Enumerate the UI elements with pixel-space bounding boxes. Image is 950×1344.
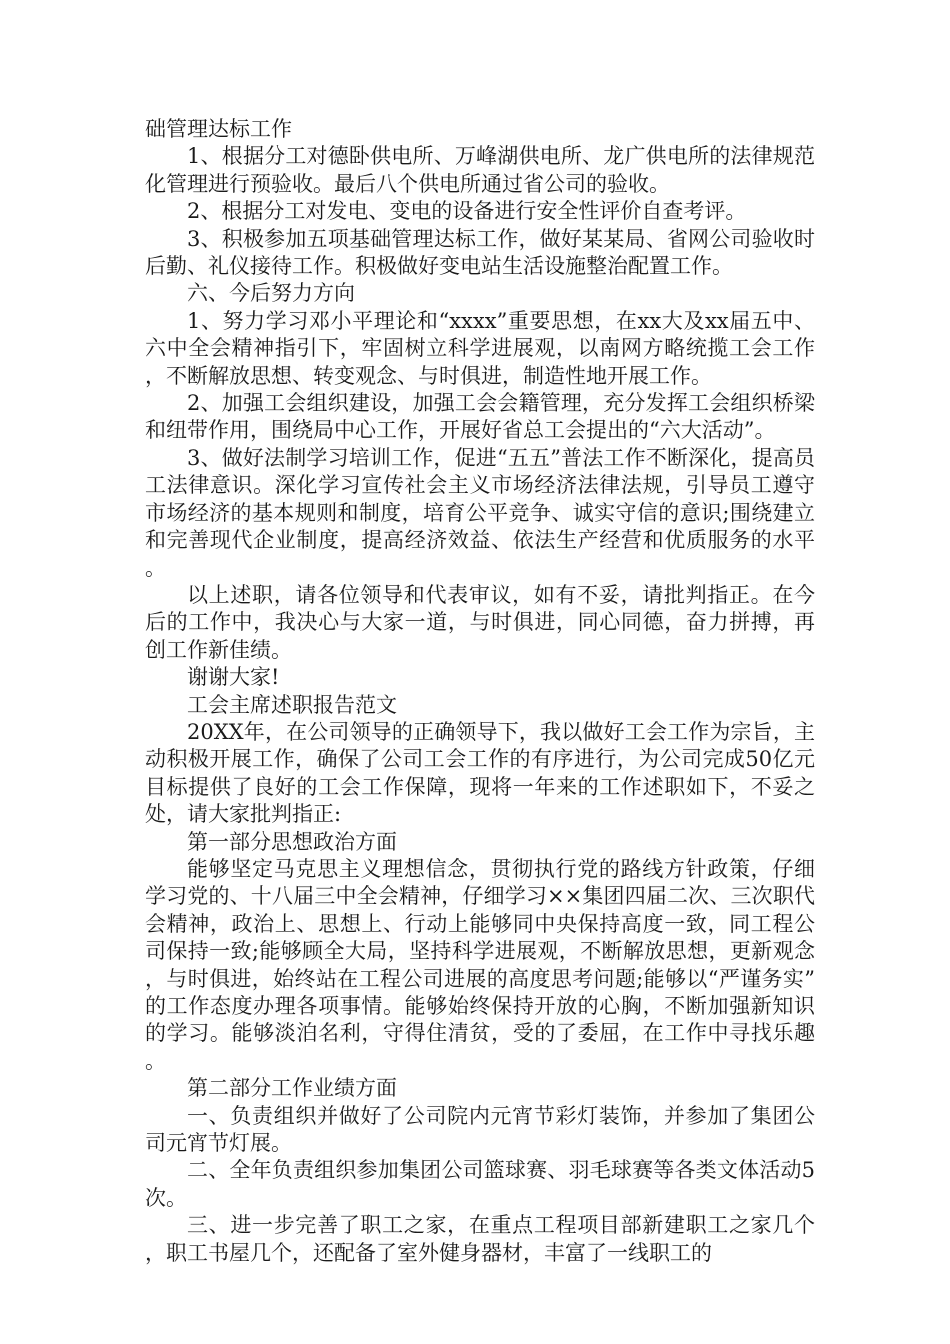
paragraph: 1、努力学习邓小平理论和“xxxx”重要思想，在xx大及xx届五中、六中全会精神指引下，牢固树立科学进展观，以南网方略统揽工会工作，不断解放思想、转变观念、与时俱进，制造性地开展工作。 [145, 308, 815, 388]
paragraph: 以上述职，请各位领导和代表审议，如有不妥，请批判指正。在今后的工作中，我决心与大家一道，与时俱进，同心同德，奋力拼搏，再创工作新佳绩。 [145, 582, 815, 662]
paragraph: 1、根据分工对德卧供电所、万峰湖供电所、龙广供电所的法律规范化管理进行预验收。最后八个供电所通过省公司的验收。 [145, 144, 815, 196]
section-heading: 六、今后努力方向 [187, 281, 355, 306]
section-heading: 第二部分工作业绩方面 [187, 1076, 397, 1101]
section-heading: 第一部分思想政治方面 [187, 829, 397, 854]
document-page [145, 116, 815, 1267]
paragraph: 3、积极参加五项基础管理达标工作，做好某某局、省网公司验收时后勤、礼仪接待工作。积极做好变电站生活设施整治配置工作。 [145, 226, 815, 279]
document-title: 工会主席述职报告范文 [187, 692, 397, 717]
paragraph: 20XX年，在公司领导的正确领导下，我以做好工会工作为宗旨，主动积极开展工作，确保了公司工会工作的有序进行，为公司完成50亿元目标提供了良好的工会工作保障，现将一年来的工作述职如下，不妥之处，请大家批判指正: [145, 719, 815, 827]
paragraph: 能够坚定马克思主义理想信念，贯彻执行党的路线方针政策，仔细学习党的、十八届三中全会精神，仔细学习××集团四届二次、三次职代会精神，政治上、思想上、行动上能够同中央保持高度一致，同工程公司保持一致;能够顾全大局，坚持科学进展观，不断解放思想，更新观念，与时俱进，始终站在工程公司进展的高度思考问题;能够以“严谨务实”的工作态度办理各项事情。能够始终保持开放的心胸，不断加强新知识的学习。能够淡泊名利，守得住清贫，受的了委屈，在工作中寻找乐趣。 [145, 856, 815, 1073]
paragraph: 3、做好法制学习培训工作，促进“五五”普法工作不断深化，提高员工法律意识。深化学习宣传社会主义市场经济法律法规，引导员工遵守市场经济的基本规则和制度，培育公平竞争、诚实守信的意识;围绕建立和完善现代企业制度，提高经济效益、依法生产经营和优质服务的水平。 [145, 445, 815, 580]
paragraph: 谢谢大家! [187, 665, 280, 690]
paragraph: 三、进一步完善了职工之家，在重点工程项目部新建职工之家几个，职工书屋几个，还配备了室外健身器材，丰富了一线职工的 [145, 1213, 815, 1265]
paragraph: 2、加强工会组织建设，加强工会会籍管理，充分发挥工会组织桥梁和纽带作用，围绕局中心工作，开展好省总工会提出的“六大活动”。 [145, 391, 815, 443]
paragraph: 础管理达标工作 [145, 117, 292, 141]
paragraph: 二、全年负责组织参加集团公司篮球赛、羽毛球赛等各类文体活动5次。 [145, 1158, 815, 1210]
paragraph: 2、根据分工对发电、变电的设备进行安全性评价自查考评。 [187, 199, 747, 224]
paragraph: 一、负责组织并做好了公司院内元宵节彩灯装饰，并参加了集团公司元宵节灯展。 [145, 1103, 815, 1156]
